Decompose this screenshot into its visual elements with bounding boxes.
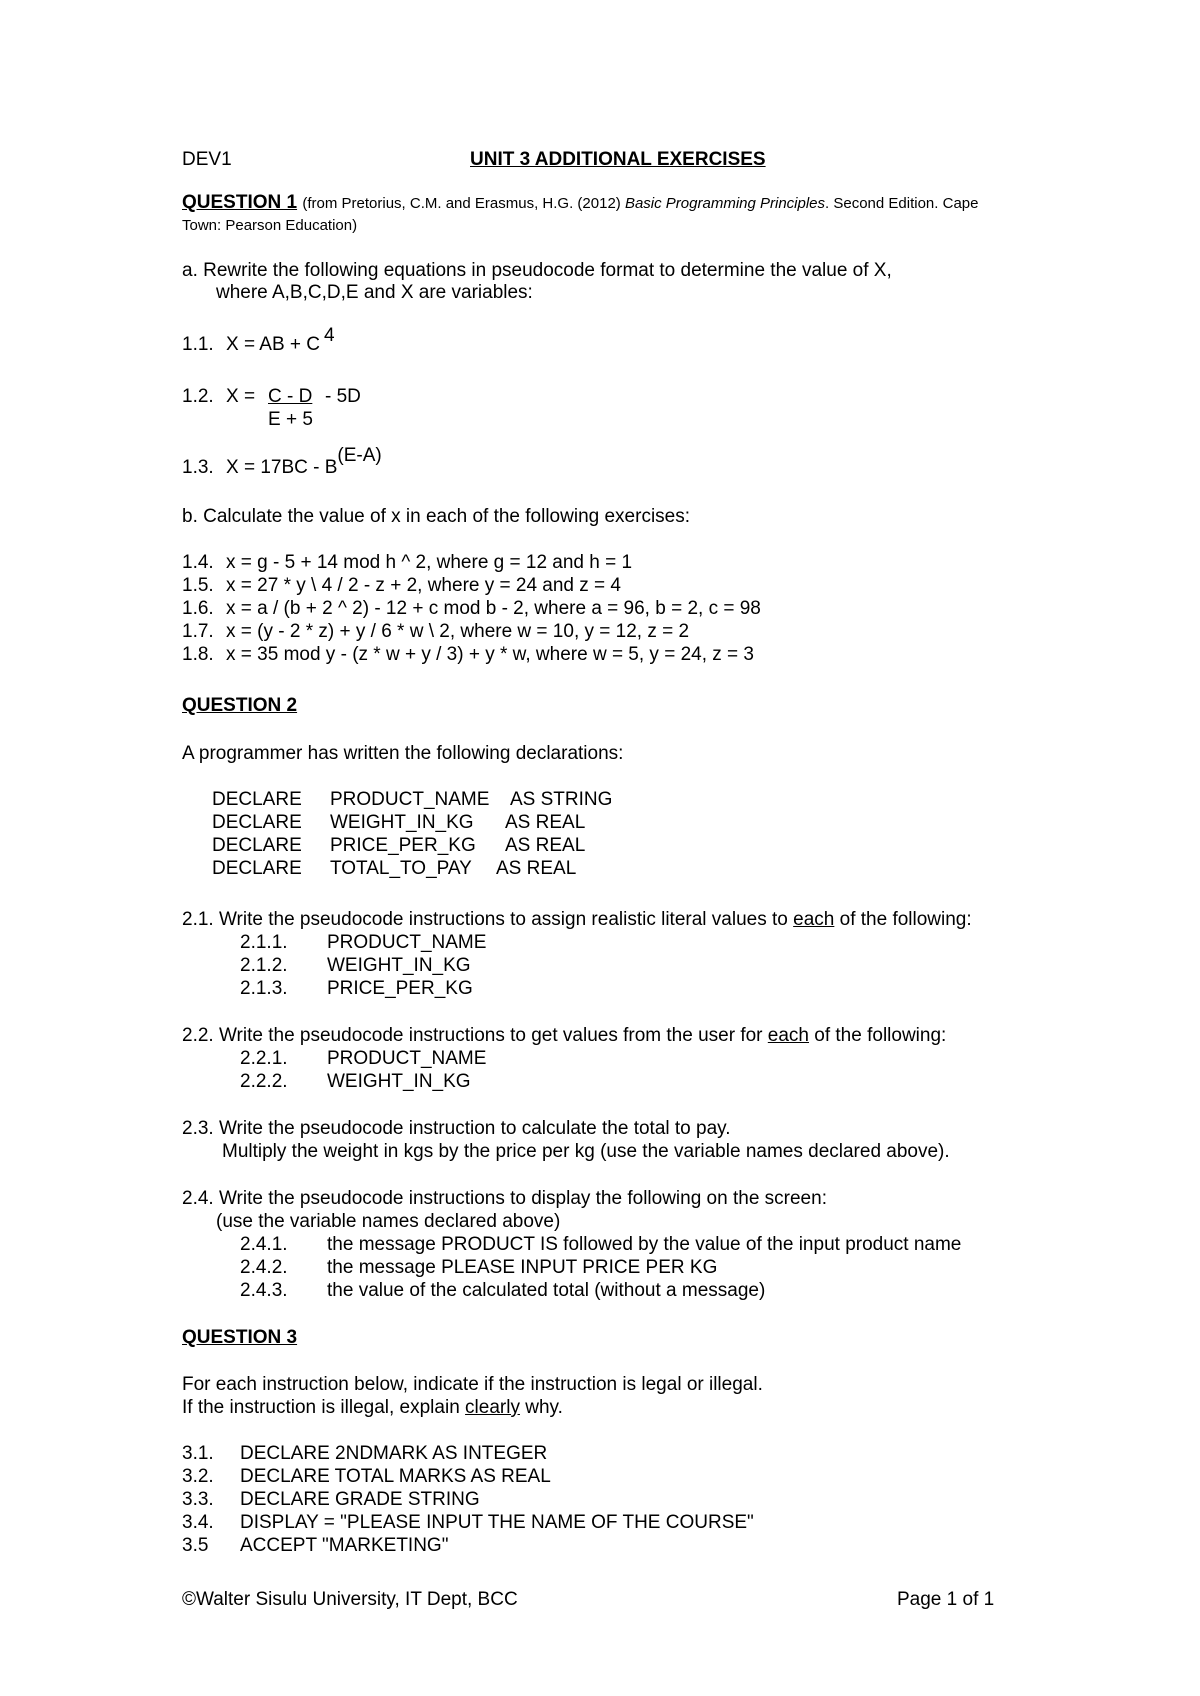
section-2-2-instruction [182, 1026, 946, 1045]
item-label-2-4-3: 2.4.3. [240, 1280, 288, 1301]
question-3-intro1: For each instruction below, indicate if the instruction is legal or illegal. [182, 1374, 763, 1395]
eq-1 [226, 325, 335, 355]
declaration-type-2: AS REAL [505, 812, 586, 833]
calc-label-1: 1.4. [182, 552, 214, 573]
course-code: DEV1 [182, 149, 232, 170]
question-3-intro2 [182, 1398, 563, 1417]
instruction-text-3-1: DECLARE 2NDMARK AS INTEGER [240, 1443, 548, 1464]
part-b-instruction: b. Calculate the value of x in each of the following exercises: [182, 506, 691, 527]
declaration-keyword-1: DECLARE [212, 789, 302, 810]
item-text-2-2-2: WEIGHT_IN_KG [327, 1071, 471, 1092]
instruction-label-3-3: 3.3. [182, 1489, 214, 1510]
item-text-2-4-3: the value of the calculated total (without a message) [327, 1280, 766, 1301]
eq-2-tail: - 5D [325, 386, 361, 407]
question-2-heading: QUESTION 2 [182, 695, 298, 716]
declaration-type-1: AS STRING [510, 789, 613, 810]
item-text-2-4-1: the message PRODUCT IS followed by the value of the input product name [327, 1234, 962, 1255]
question-3-heading: QUESTION 3 [182, 1327, 298, 1348]
part-a-line2: where A,B,C,D,E and X are variables: [216, 282, 533, 303]
question-1-heading-line [182, 193, 978, 212]
item-text-2-1-2: WEIGHT_IN_KG [327, 955, 471, 976]
question-2-intro: A programmer has written the following declarations: [182, 743, 624, 764]
source-book-title: Basic Programming Principles [624, 195, 826, 212]
eq-2-denominator: E + 5 [268, 409, 313, 430]
item-label-2-2-2: 2.2.2. [240, 1071, 288, 1092]
eq-3 [226, 445, 382, 478]
eq-2-numerator: C - D [268, 386, 313, 407]
section-2-1-pre: 2.1. Write the pseudocode instructions to assign realistic literal values to [182, 909, 794, 930]
eq-3-label: 1.3. [182, 457, 214, 478]
question-3-intro2-pre: If the instruction is illegal, explain [182, 1397, 466, 1418]
section-2-1-emphasis: each [793, 909, 835, 930]
eq-2-lhs: X = [226, 386, 256, 407]
declaration-keyword-4: DECLARE [212, 858, 302, 879]
instruction-text-3-4: DISPLAY = "PLEASE INPUT THE NAME OF THE COURSE" [240, 1512, 754, 1533]
eq-1-text: X = AB + C [226, 334, 320, 355]
eq-3-exponent: (E-A) [337, 445, 382, 466]
declaration-name-2: WEIGHT_IN_KG [330, 812, 474, 833]
calc-text-4: x = (y - 2 * z) + y / 6 * w \ 2, where w = 10, y = 12, z = 2 [226, 621, 690, 642]
declaration-keyword-3: DECLARE [212, 835, 302, 856]
eq-3-text: X = 17BC - B [226, 457, 338, 478]
section-2-2-pre: 2.2. Write the pseudocode instructions to get values from the user for [182, 1025, 768, 1046]
calc-label-2: 1.5. [182, 575, 214, 596]
section-2-1-instruction [182, 910, 972, 929]
instruction-label-3-5: 3.5 [182, 1535, 209, 1556]
eq-2-label: 1.2. [182, 386, 214, 407]
section-2-2-emphasis: each [767, 1025, 809, 1046]
source-citation-line2: Town: Pearson Education) [182, 217, 358, 234]
part-a-line1: a. Rewrite the following equations in pseudocode format to determine the value of X, [182, 260, 892, 281]
calc-label-4: 1.7. [182, 621, 214, 642]
item-label-2-1-3: 2.1.3. [240, 978, 288, 999]
section-2-4-line2: (use the variable names declared above) [216, 1211, 561, 1232]
item-label-2-1-2: 2.1.2. [240, 955, 288, 976]
section-2-3-line2: Multiply the weight in kgs by the price per kg (use the variable names declared above). [222, 1141, 950, 1162]
declaration-type-3: AS REAL [505, 835, 586, 856]
item-label-2-1-1: 2.1.1. [240, 932, 288, 953]
footer-page-number: Page 1 of 1 [897, 1589, 995, 1610]
item-label-2-2-1: 2.2.1. [240, 1048, 288, 1069]
item-label-2-4-1: 2.4.1. [240, 1234, 288, 1255]
instruction-label-3-4: 3.4. [182, 1512, 214, 1533]
instruction-label-3-2: 3.2. [182, 1466, 214, 1487]
question-3-intro2-post: why. [519, 1397, 563, 1418]
eq-1-label: 1.1. [182, 334, 214, 355]
item-label-2-4-2: 2.4.2. [240, 1257, 288, 1278]
item-text-2-2-1: PRODUCT_NAME [327, 1048, 487, 1069]
instruction-label-3-1: 3.1. [182, 1443, 214, 1464]
instruction-text-3-3: DECLARE GRADE STRING [240, 1489, 480, 1510]
calc-text-1: x = g - 5 + 14 mod h ^ 2, where g = 12 and h = 1 [226, 552, 633, 573]
item-text-2-1-1: PRODUCT_NAME [327, 932, 487, 953]
item-text-2-1-3: PRICE_PER_KG [327, 978, 473, 999]
instruction-text-3-5: ACCEPT "MARKETING" [240, 1535, 449, 1556]
question-3-intro2-emphasis: clearly [465, 1397, 520, 1418]
eq-1-exponent: 4 [324, 325, 335, 346]
item-text-2-4-2: the message PLEASE INPUT PRICE PER KG [327, 1257, 718, 1278]
declaration-type-4: AS REAL [496, 858, 577, 879]
footer-copyright: ©Walter Sisulu University, IT Dept, BCC [182, 1589, 518, 1610]
source-citation-post: . Second Edition. Cape [825, 195, 979, 212]
declaration-keyword-2: DECLARE [212, 812, 302, 833]
question-1-heading: QUESTION 1 [182, 192, 298, 213]
declaration-name-1: PRODUCT_NAME [330, 789, 490, 810]
calc-label-3: 1.6. [182, 598, 214, 619]
calc-text-3: x = a / (b + 2 ^ 2) - 12 + c mod b - 2, where a = 96, b = 2, c = 98 [226, 598, 761, 619]
section-2-2-post: of the following: [809, 1025, 947, 1046]
section-2-4-line1: 2.4. Write the pseudocode instructions to display the following on the screen: [182, 1188, 827, 1209]
declaration-name-4: TOTAL_TO_PAY [330, 858, 472, 879]
calc-label-5: 1.8. [182, 644, 214, 665]
document-title: UNIT 3 ADDITIONAL EXERCISES [470, 149, 766, 170]
calc-text-5: x = 35 mod y - (z * w + y / 3) + y * w, where w = 5, y = 24, z = 3 [226, 644, 755, 665]
instruction-text-3-2: DECLARE TOTAL MARKS AS REAL [240, 1466, 551, 1487]
calc-text-2: x = 27 * y \ 4 / 2 - z + 2, where y = 24 and z = 4 [226, 575, 622, 596]
section-2-1-post: of the following: [834, 909, 972, 930]
source-citation-pre: (from Pretorius, C.M. and Erasmus, H.G. (2012) [302, 195, 625, 212]
declaration-name-3: PRICE_PER_KG [330, 835, 476, 856]
section-2-3-line1: 2.3. Write the pseudocode instruction to calculate the total to pay. [182, 1118, 731, 1139]
